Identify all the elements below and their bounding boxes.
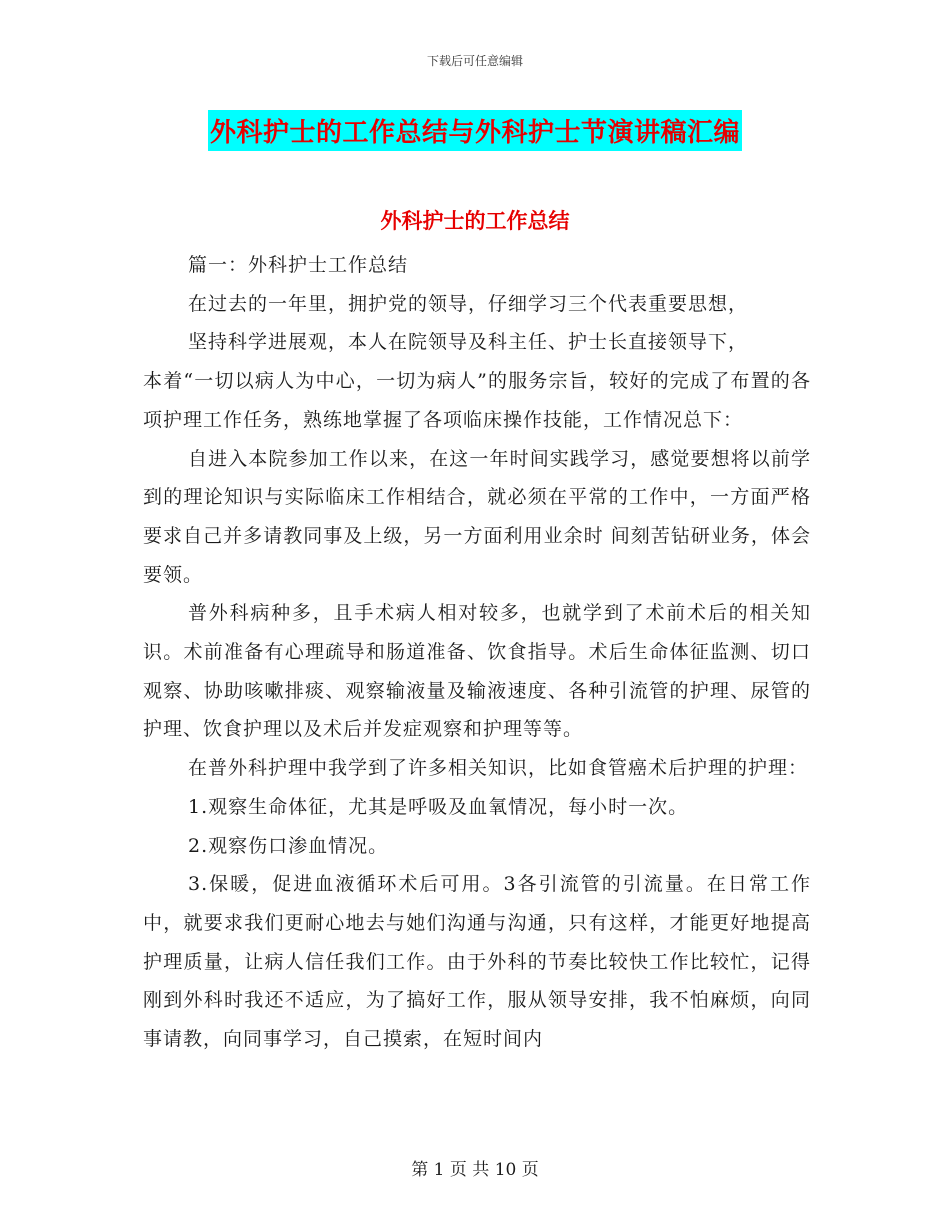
page-footer-number: 第 1 页 共 10 页 (411, 1160, 539, 1180)
page-header-note: 下载后可任意编辑 (426, 54, 523, 68)
paragraph: 在普外科护理中我学到了许多相关知识，比如食管癌术后护理的护理： (188, 757, 809, 780)
paragraph: 坚持科学进展观，本人在院领导及科主任、护士长直接领导下， (188, 331, 749, 354)
document-title-container (0, 110, 950, 151)
list-item: 2.观察伤口渗血情况。 (188, 834, 389, 857)
document-body (143, 246, 811, 1059)
paragraph: 篇一：外科护士工作总结 (188, 254, 409, 276)
list-item: 1.观察生命体征，尤其是呼吸及血氧情况，每小时一次。 (188, 795, 689, 818)
paragraph: 自进入本院参加工作以来，在这一年时间实践学习，感觉要想将以前学到的理论知识与实际临床工作相结合，就必须在平常的工作中，一方面严格要求自己并多请教同事及上级，另一方面利用业余时 间刻苦钻研业务，体会要领。 (143, 447, 811, 586)
paragraph: 本着“一切以病人为中心，一切为病人”的服务宗旨，较好的完成了布置的各项护理工作任务，熟练地掌握了各项临床操作技能，工作情况总下： (143, 370, 811, 431)
paragraph: 普外科病种多，且手术病人相对较多，也就学到了术前术后的相关知识。术前准备有心理疏导和肠道准备、饮食指导。术后生命体征监测、切口观察、协助咳嗽排痰、观察输液量及输液速度、各种引流管的护理、尿管的护理、饮食护理以及术后并发症观察和护理等等。 (143, 602, 811, 741)
section-title: 外科护士的工作总结 (380, 209, 570, 233)
document-title: 外科护士的工作总结与外科护士节演讲稿汇编 (208, 110, 742, 151)
paragraph: 在过去的一年里，拥护党的领导，仔细学习三个代表重要思想， (188, 292, 749, 315)
list-item: 3.保暖，促进血液循环术后可用。3各引流管的引流量。在日常工作中，就要求我们更耐心地去与她们沟通与沟通，只有这样，才能更好地提高护理质量，让病人信任我们工作。由于外科的节奏比较快工作比较忙，记得刚到外科时我还不适应，为了搞好工作，服从领导安排，我不怕麻烦，向同事请教，向同事学习，自己摸索，在短时间内 (143, 873, 811, 1051)
